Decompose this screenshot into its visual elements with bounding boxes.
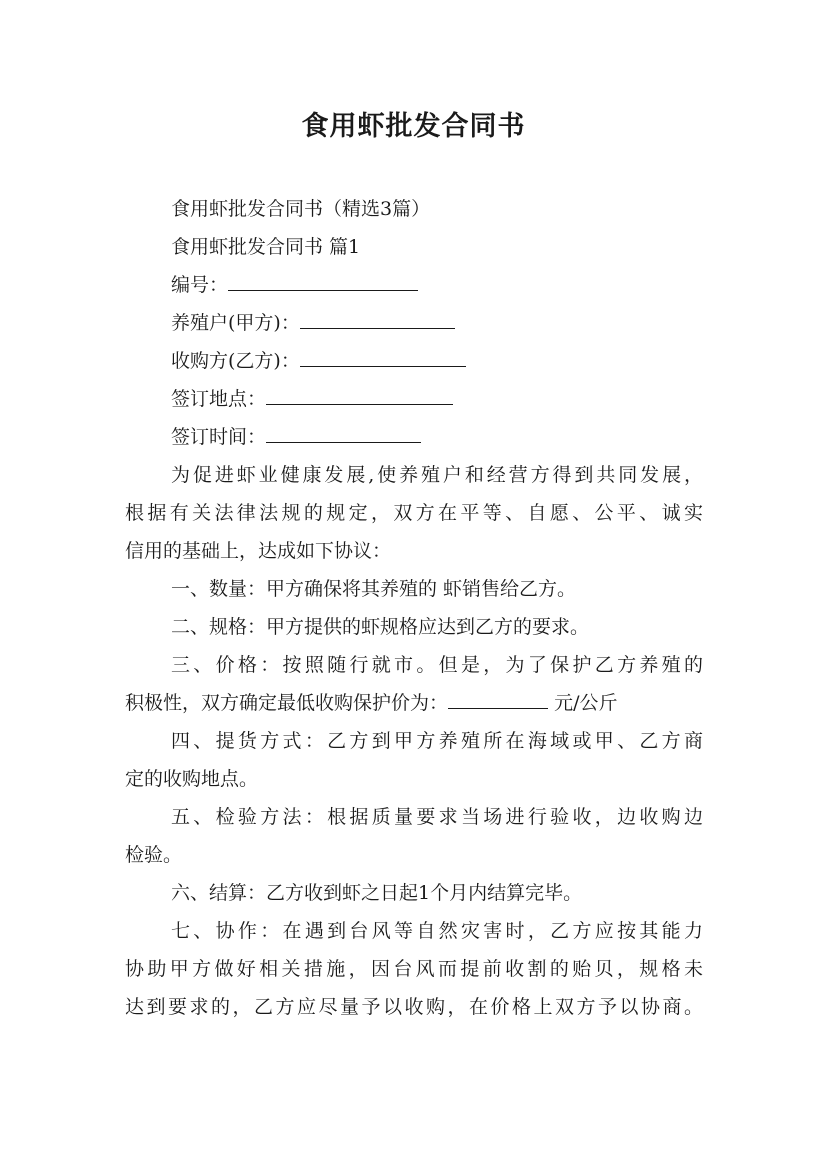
intro-line-1: 为促进虾业健康发展,使养殖户和经营方得到共同发展，: [171, 464, 703, 486]
subtitle: 食用虾批发合同书（精选3篇）: [171, 198, 431, 220]
sign-place-label: 签订地点：: [171, 388, 267, 410]
clause-3-line-1: 三、价格：按照随行就市。但是，为了保护乙方养殖的: [171, 654, 703, 676]
clause-4-line-2: 定的收购地点。: [125, 768, 259, 790]
clause-5-line-1: 五、检验方法：根据质量要求当场进行验收，边收购边: [171, 806, 703, 828]
farmer-field: [125, 304, 703, 342]
price-unit: 元/公斤: [554, 692, 618, 714]
price-blank[interactable]: [448, 686, 548, 709]
clause-7-line-3: 达到要求的，乙方应尽量予以收购，在价格上双方予以协商。: [125, 996, 703, 1018]
intro-line-3: 信用的基础上，达成如下协议：: [125, 540, 392, 562]
number-blank[interactable]: [228, 268, 418, 291]
sign-time-label: 签订时间：: [171, 426, 267, 448]
sign-place-blank[interactable]: [266, 382, 453, 405]
clause-3-line-2: [125, 684, 703, 722]
farmer-blank[interactable]: [300, 306, 455, 329]
section-heading: 食用虾批发合同书 篇1: [171, 236, 361, 258]
number-field: [125, 266, 703, 304]
clause-7-line-2: 协助甲方做好相关措施，因台风而提前收割的贻贝，规格未: [125, 958, 703, 980]
clause-2: 二、规格：甲方提供的虾规格应达到乙方的要求。: [171, 616, 590, 638]
clause-5: [125, 798, 703, 874]
document-title: 食用虾批发合同书: [301, 111, 526, 142]
buyer-field: [125, 342, 703, 380]
sign-time-field: [125, 418, 703, 456]
sign-time-blank[interactable]: [266, 420, 421, 443]
clause-7-line-1: 七、协作：在遇到台风等自然灾害时，乙方应按其能力: [171, 920, 703, 942]
buyer-label: 收购方(乙方)：: [171, 350, 300, 372]
document-body: [125, 190, 703, 1026]
farmer-label: 养殖户(甲方)：: [171, 312, 300, 334]
clause-5-line-2: 检验。: [125, 844, 183, 866]
clause-4-line-1: 四、提货方式：乙方到甲方养殖所在海域或甲、乙方商: [171, 730, 703, 752]
intro-paragraph: [125, 456, 703, 570]
number-label: 编号：: [171, 274, 229, 296]
clause-3: [125, 646, 703, 722]
clause-6: 六、结算：乙方收到虾之日起1个月内结算完毕。: [171, 882, 583, 904]
buyer-blank[interactable]: [300, 344, 466, 367]
intro-line-2: 根据有关法律法规的规定，双方在平等、自愿、公平、诚实: [125, 502, 703, 524]
sign-place-field: [125, 380, 703, 418]
clause-1: 一、数量：甲方确保将其养殖的 虾销售给乙方。: [171, 578, 577, 600]
clause-7: [125, 912, 703, 1026]
clause-4: [125, 722, 703, 798]
price-label: 积极性，双方确定最低收购保护价为：: [125, 692, 449, 714]
